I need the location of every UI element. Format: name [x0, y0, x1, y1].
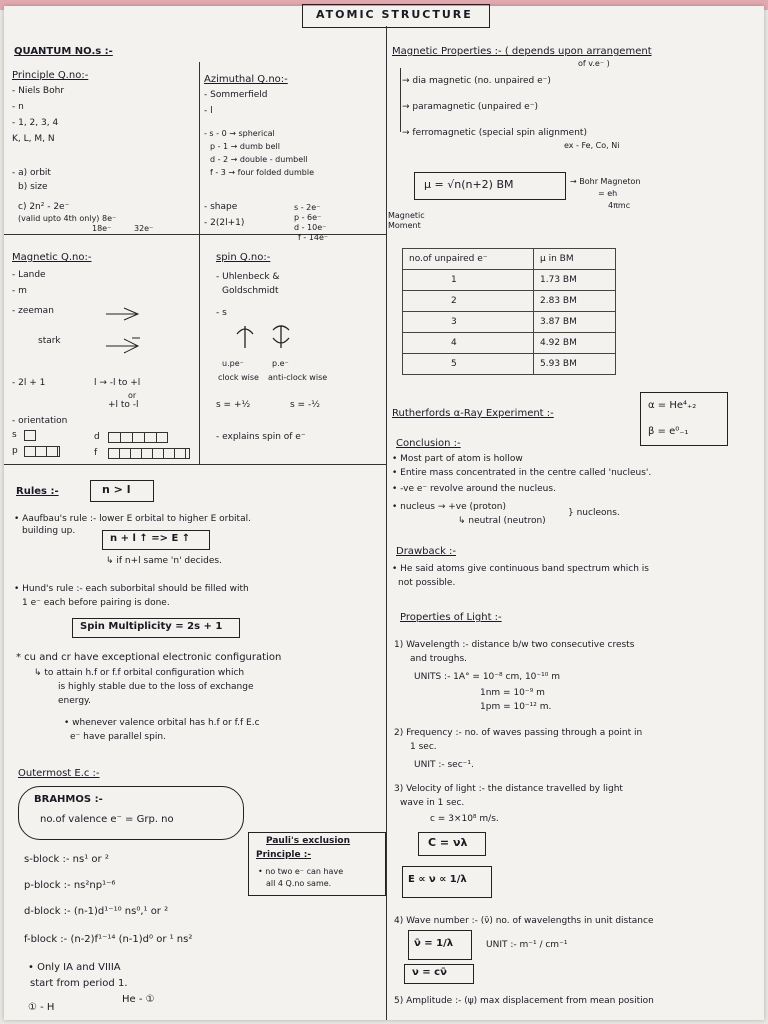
wave-number-unit: UNIT :- m⁻¹ / cm⁻¹ — [486, 940, 568, 950]
rule-box-text: n > l — [102, 483, 131, 496]
azimuthal-line: p - 6e⁻ — [294, 213, 322, 222]
wave-number-formula: ν̄ = 1/λ — [414, 938, 454, 949]
bohr-magneton-denominator: 4πmc — [608, 201, 631, 210]
spin-line: s = -½ — [290, 400, 320, 410]
table-cell: 3 — [403, 312, 534, 333]
table-header: no.of unpaired e⁻ — [403, 249, 534, 270]
nu-formula: ν = cν̄ — [412, 967, 447, 978]
principle-line: c) 2n² - 2e⁻ — [18, 202, 70, 212]
magnetic-line: s — [12, 430, 17, 440]
brahmos-text: no.of valence e⁻ = Grp. no — [40, 814, 174, 825]
azimuthal-line: p - 1 → dumb bell — [210, 142, 280, 151]
conclusion-point: • -ve e⁻ revolve around the nucleus. — [392, 484, 556, 494]
left-lower-line — [4, 464, 386, 465]
frequency-unit: UNIT :- sec⁻¹. — [414, 760, 474, 770]
velocity-def: wave in 1 sec. — [400, 798, 465, 808]
pauli-heading: Pauli's exclusion — [266, 836, 351, 846]
paramagnetic-item: → paramagnetic (unpaired e⁻) — [402, 102, 538, 112]
principle-line: b) size — [18, 182, 48, 192]
wavelength-def: 1) Wavelength :- distance b/w two consecutive crests — [394, 640, 635, 650]
azimuthal-heading: Azimuthal Q.no:- — [204, 74, 288, 85]
table-header-row — [403, 249, 616, 270]
azimuthal-line: - Sommerfield — [204, 90, 268, 100]
center-divider — [386, 26, 387, 1020]
spin-line: Goldschmidt — [222, 286, 279, 296]
azimuthal-line: s - 2e⁻ — [294, 203, 321, 212]
drawback-point: not possible. — [398, 578, 456, 588]
rutherford-heading: Rutherfords α-Ray Experiment :- — [392, 408, 554, 419]
bohr-magneton-label: → Bohr Magneton — [570, 177, 641, 186]
anticlockwise-spin-icon — [268, 324, 294, 350]
magnetic-heading: Magnetic Q.no:- — [12, 252, 92, 263]
aufbau-box-text: n + l ↑ => E ↑ — [110, 533, 191, 544]
magnetic-props-heading: of v.e⁻ ) — [578, 59, 610, 68]
magnetic-line: f — [94, 448, 98, 458]
light-heading: Properties of Light :- — [400, 612, 502, 623]
table-header: μ in BM — [534, 249, 616, 270]
velocity-def: 3) Velocity of light :- the distance travelled by light — [394, 784, 623, 794]
c-formula: C = νλ — [428, 836, 468, 849]
speed-of-light: c = 3×10⁸ m/s. — [430, 814, 499, 824]
table-cell: 4 — [403, 333, 534, 354]
table-cell: 1 — [403, 270, 534, 291]
magnetic-line: - Lande — [12, 270, 46, 280]
magnetic-line: +l to -l — [108, 400, 139, 410]
f-block: f-block :- (n-2)f¹⁻¹⁴ (n-1)d⁰ or ¹ ns² — [24, 934, 193, 945]
wavelength-def: and troughs. — [410, 654, 468, 664]
azimuthal-line: - shape — [204, 202, 238, 212]
d-block: d-block :- (n-1)d¹⁻¹⁰ ns⁰,¹ or ² — [24, 906, 169, 917]
wavelength-units: 1pm = 10⁻¹² m. — [480, 702, 552, 712]
azimuthal-line: d - 2 → double - dumbell — [210, 155, 308, 164]
brahmos-title: BRAHMOS :- — [34, 794, 103, 805]
hydrogen-note: ① - H — [28, 1002, 55, 1013]
table-row — [403, 291, 616, 312]
table-cell: 1.73 BM — [534, 270, 616, 291]
s-orbital-box — [24, 430, 36, 441]
azimuthal-line: d - 10e⁻ — [294, 223, 327, 232]
magnetic-line: stark — [38, 336, 61, 346]
nucleons-label: } nucleons. — [568, 508, 620, 518]
wavelength-units: 1nm = 10⁻⁹ m — [480, 688, 545, 698]
spin-line: s = +½ — [216, 400, 251, 410]
wavelength-units: UNITS :- 1A° = 10⁻⁸ cm, 10⁻¹⁰ m — [414, 672, 560, 682]
magnetic-line: p — [12, 446, 18, 456]
table-row — [403, 270, 616, 291]
conclusion-point: • Most part of atom is hollow — [392, 454, 523, 464]
cu-cr-note: * cu and cr have exceptional electronic configuration — [16, 652, 282, 663]
azimuthal-line: - 2(2l+1) — [204, 218, 245, 228]
bohr-magneton-value: = eh — [598, 189, 618, 198]
cu-cr-note: is highly stable due to the loss of exchange — [58, 682, 254, 692]
table-cell: 5.93 BM — [534, 354, 616, 375]
conclusion-point: • Entire mass concentrated in the centre called 'nucleus'. — [392, 468, 652, 478]
only-note: • Only IA and VIIIA — [28, 962, 121, 973]
diamagnetic-item: → dia magnetic (no. unpaired e⁻) — [402, 76, 551, 86]
stark-splitting-icon — [104, 334, 144, 358]
cu-cr-note: ↳ to attain h.f or f.f orbital configuration which — [34, 668, 245, 678]
pauli-text: all 4 Q.no same. — [266, 879, 332, 888]
spin-line: anti-clock wise — [268, 373, 328, 382]
spin-heading: spin Q.no:- — [216, 252, 271, 263]
ferromagnetic-item: → ferromagnetic (special spin alignment) — [402, 128, 587, 138]
only-note: start from period 1. — [30, 978, 128, 989]
hund-rule: 1 e⁻ each before pairing is done. — [22, 598, 170, 608]
f-orbital-box — [108, 448, 190, 459]
aufbau-rule: • Aaufbau's rule :- lower E orbital to higher E orbital. — [14, 514, 251, 524]
magnetic-moment-label: Magnetic — [388, 211, 425, 220]
conclusion-point: • nucleus → +ve (proton) — [392, 502, 506, 512]
p-block: p-block :- ns²np¹⁻⁶ — [24, 880, 116, 891]
drawback-heading: Drawback :- — [396, 546, 457, 557]
conclusion-heading: Conclusion :- — [396, 438, 461, 449]
s-block: s-block :- ns¹ or ² — [24, 854, 109, 865]
cu-cr-note: energy. — [58, 696, 91, 706]
beta-particle: β = e⁰₋₁ — [648, 426, 689, 437]
page-title: ATOMIC STRUCTURE — [316, 8, 473, 21]
spin-line: - s — [216, 308, 227, 318]
magnetic-line: - zeeman — [12, 306, 54, 316]
ferromagnetic-example: ex - Fe, Co, Ni — [564, 141, 620, 150]
outermost-heading: Outermost E.c :- — [18, 768, 100, 779]
conclusion-point: ↳ neutral (neutron) — [458, 516, 546, 526]
principle-line: - a) orbit — [12, 168, 51, 178]
spin-line: clock wise — [218, 373, 259, 382]
zeeman-splitting-icon — [104, 302, 144, 326]
pauli-heading: Principle :- — [256, 850, 312, 860]
principle-line: K, L, M, N — [12, 134, 55, 144]
principle-line: - 1, 2, 3, 4 — [12, 118, 59, 128]
hund-rule: • Hund's rule :- each suborbital should be filled with — [14, 584, 249, 594]
table-row — [403, 312, 616, 333]
table-row — [403, 333, 616, 354]
azimuthal-line: f - 14e⁻ — [298, 233, 329, 242]
principle-line: 18e⁻ — [92, 224, 112, 233]
magnetic-line: or — [128, 391, 137, 400]
principle-line: 32e⁻ — [134, 224, 154, 233]
principle-line: (valid upto 4th only) 8e⁻ — [18, 214, 117, 223]
table-cell: 2.83 BM — [534, 291, 616, 312]
rules-heading: Rules :- — [16, 486, 59, 497]
spin-line: u.pe⁻ — [222, 359, 244, 368]
magnetic-moment-formula: μ = √n(n+2) BM — [424, 178, 514, 191]
aufbau-rule: building up. — [22, 526, 76, 536]
table-cell: 3.87 BM — [534, 312, 616, 333]
quantum-heading: QUANTUM NO.s :- — [14, 46, 113, 57]
unpaired-electron-table — [402, 248, 616, 375]
alpha-particle: α = He⁴₊₂ — [648, 400, 697, 411]
magnetic-line: - m — [12, 286, 27, 296]
spin-line: p.e⁻ — [272, 359, 289, 368]
left-upper-divider — [199, 62, 200, 464]
spin-multiplicity-text: Spin Multiplicity = 2s + 1 — [80, 621, 223, 632]
cu-cr-note: e⁻ have parallel spin. — [70, 732, 166, 742]
azimuthal-line: f - 3 → four folded dumble — [210, 168, 314, 177]
wave-number-def: 4) Wave number :- (ν̄) no. of wavelengths in unit distance — [394, 916, 654, 926]
cu-cr-note: • whenever valence orbital has h.f or f.f E.c — [64, 718, 260, 728]
azimuthal-line: - l — [204, 106, 213, 116]
magnetic-moment-label: Moment — [388, 221, 421, 230]
table-cell: 2 — [403, 291, 534, 312]
magnetic-line: - orientation — [12, 416, 68, 426]
frequency-def: 1 sec. — [410, 742, 437, 752]
p-orbital-box — [24, 446, 60, 457]
spin-line: - explains spin of e⁻ — [216, 432, 306, 442]
d-orbital-box — [108, 432, 168, 443]
table-row — [403, 354, 616, 375]
magnetic-branch-line — [400, 68, 401, 132]
notes-sheet — [4, 6, 764, 1020]
azimuthal-line: - s - 0 → spherical — [204, 129, 275, 138]
principle-line: - n — [12, 102, 24, 112]
magnetic-line: d — [94, 432, 100, 442]
drawback-point: • He said atoms give continuous band spectrum which is — [392, 564, 649, 574]
left-mid-line — [4, 234, 386, 235]
clockwise-spin-icon — [232, 324, 258, 350]
frequency-def: 2) Frequency :- no. of waves passing through a point in — [394, 728, 643, 738]
aufbau-note: ↳ if n+l same 'n' decides. — [106, 556, 222, 566]
helium-note: He - ① — [122, 994, 155, 1005]
spin-line: - Uhlenbeck & — [216, 272, 280, 282]
pauli-text: • no two e⁻ can have — [258, 867, 344, 876]
table-cell: 5 — [403, 354, 534, 375]
magnetic-line: l → -l to +l — [94, 378, 141, 388]
magnetic-props-heading: Magnetic Properties :- ( depends upon arrangement — [392, 46, 652, 57]
principle-heading: Principle Q.no:- — [12, 70, 89, 81]
principle-line: - Niels Bohr — [12, 86, 65, 96]
amplitude-def: 5) Amplitude :- (ψ) max displacement from mean position — [394, 996, 654, 1006]
energy-formula: E ∝ ν ∝ 1/λ — [408, 874, 467, 885]
table-cell: 4.92 BM — [534, 333, 616, 354]
magnetic-line: - 2l + 1 — [12, 378, 46, 388]
